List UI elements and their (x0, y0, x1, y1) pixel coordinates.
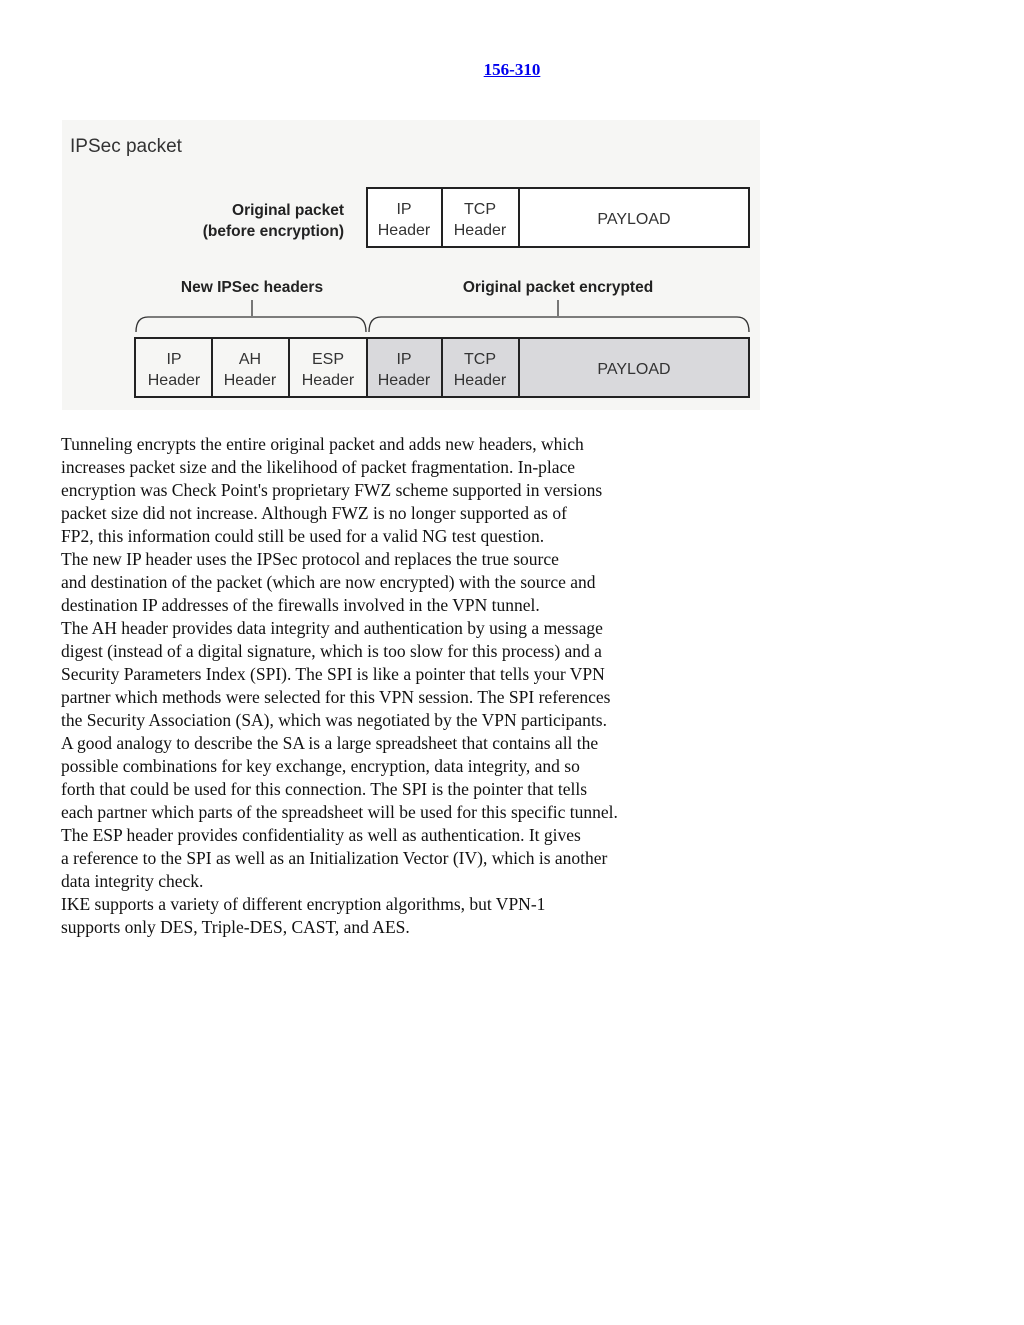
body-line: possible combinations for key exchange, encryption, data integrity, and so (61, 756, 580, 776)
enc-tcp-header-cell-sub: Header (453, 372, 507, 389)
esp-header-cell: ESP (311, 351, 345, 368)
body-line: the Security Association (SA), which was negotiated by the VPN participants. (61, 710, 607, 730)
body-line: a reference to the SPI as well as an Initialization Vector (IV), which is another (61, 848, 608, 868)
body-text (61, 433, 761, 939)
enc-tcp-header-cell: TCP (464, 351, 496, 368)
page-header (0, 60, 1024, 80)
enc-payload-cell: PAYLOAD (597, 361, 671, 378)
ah-header-cell: AH (238, 351, 262, 368)
page-code-link[interactable]: 156-310 (483, 60, 541, 79)
body-line: partner which methods were selected for this VPN session. The SPI references (61, 687, 611, 707)
orig-payload-cell: PAYLOAD (597, 211, 671, 228)
body-line: The ESP header provides confidentiality as well as authentication. It gives (61, 825, 581, 845)
new-ip-header-cell: IP (166, 351, 182, 368)
orig-tcp-header-cell: TCP (464, 201, 496, 218)
ah-header-cell-sub: Header (223, 372, 277, 389)
body-line: IKE supports a variety of different encryption algorithms, but VPN-1 (61, 894, 546, 914)
enc-ip-header-cell-sub: Header (377, 372, 431, 389)
body-line: A good analogy to describe the SA is a large spreadsheet that contains all the (61, 733, 599, 753)
ipsec-packet-figure (62, 120, 760, 410)
ipsec-packet-diagram (62, 120, 760, 410)
body-line: encryption was Check Point's proprietary FWZ scheme supported in versions (61, 480, 603, 500)
body-line: The AH header provides data integrity and authentication by using a message (61, 618, 603, 638)
body-line: supports only DES, Triple-DES, CAST, and AES. (61, 917, 410, 937)
original-packet-encrypted-label: Original packet encrypted (462, 279, 654, 296)
orig-ip-header-cell-sub: Header (377, 222, 431, 239)
new-ip-header-cell-sub: Header (147, 372, 201, 389)
new-ipsec-headers-label: New IPSec headers (180, 279, 324, 296)
original-packet-label: Original packet (232, 202, 344, 219)
original-packet-sublabel: (before encryption) (202, 223, 344, 240)
body-line: The new IP header uses the IPSec protocol and replaces the true source (61, 549, 559, 569)
body-line: and destination of the packet (which are now encrypted) with the source and (61, 572, 596, 592)
original-packet-row (367, 188, 749, 247)
figure-title: IPSec packet (70, 136, 182, 157)
orig-tcp-header-cell-sub: Header (453, 222, 507, 239)
enc-ip-header-cell: IP (396, 351, 412, 368)
body-line: digest (instead of a digital signature, which is too slow for this process) and a (61, 641, 602, 661)
body-line: destination IP addresses of the firewalls involved in the VPN tunnel. (61, 595, 540, 615)
body-line: Tunneling encrypts the entire original packet and adds new headers, which (61, 434, 584, 454)
body-line: Security Parameters Index (SPI). The SPI is like a pointer that tells your VPN (61, 664, 605, 684)
encrypted-brace (369, 300, 749, 332)
ipsec-packet-row (135, 338, 749, 397)
orig-ip-header-cell: IP (396, 201, 412, 218)
new-headers-brace (136, 300, 366, 332)
body-line: packet size did not increase. Although FWZ is no longer supported as of (61, 503, 567, 523)
body-line: FP2, this information could still be used for a valid NG test question. (61, 526, 545, 546)
body-line: forth that could be used for this connection. The SPI is the pointer that tells (61, 779, 588, 799)
body-line: data integrity check. (61, 871, 204, 891)
body-line: each partner which parts of the spreadsheet will be used for this specific tunnel. (61, 802, 618, 822)
esp-header-cell-sub: Header (301, 372, 355, 389)
body-line: increases packet size and the likelihood of packet fragmentation. In-place (61, 457, 576, 477)
